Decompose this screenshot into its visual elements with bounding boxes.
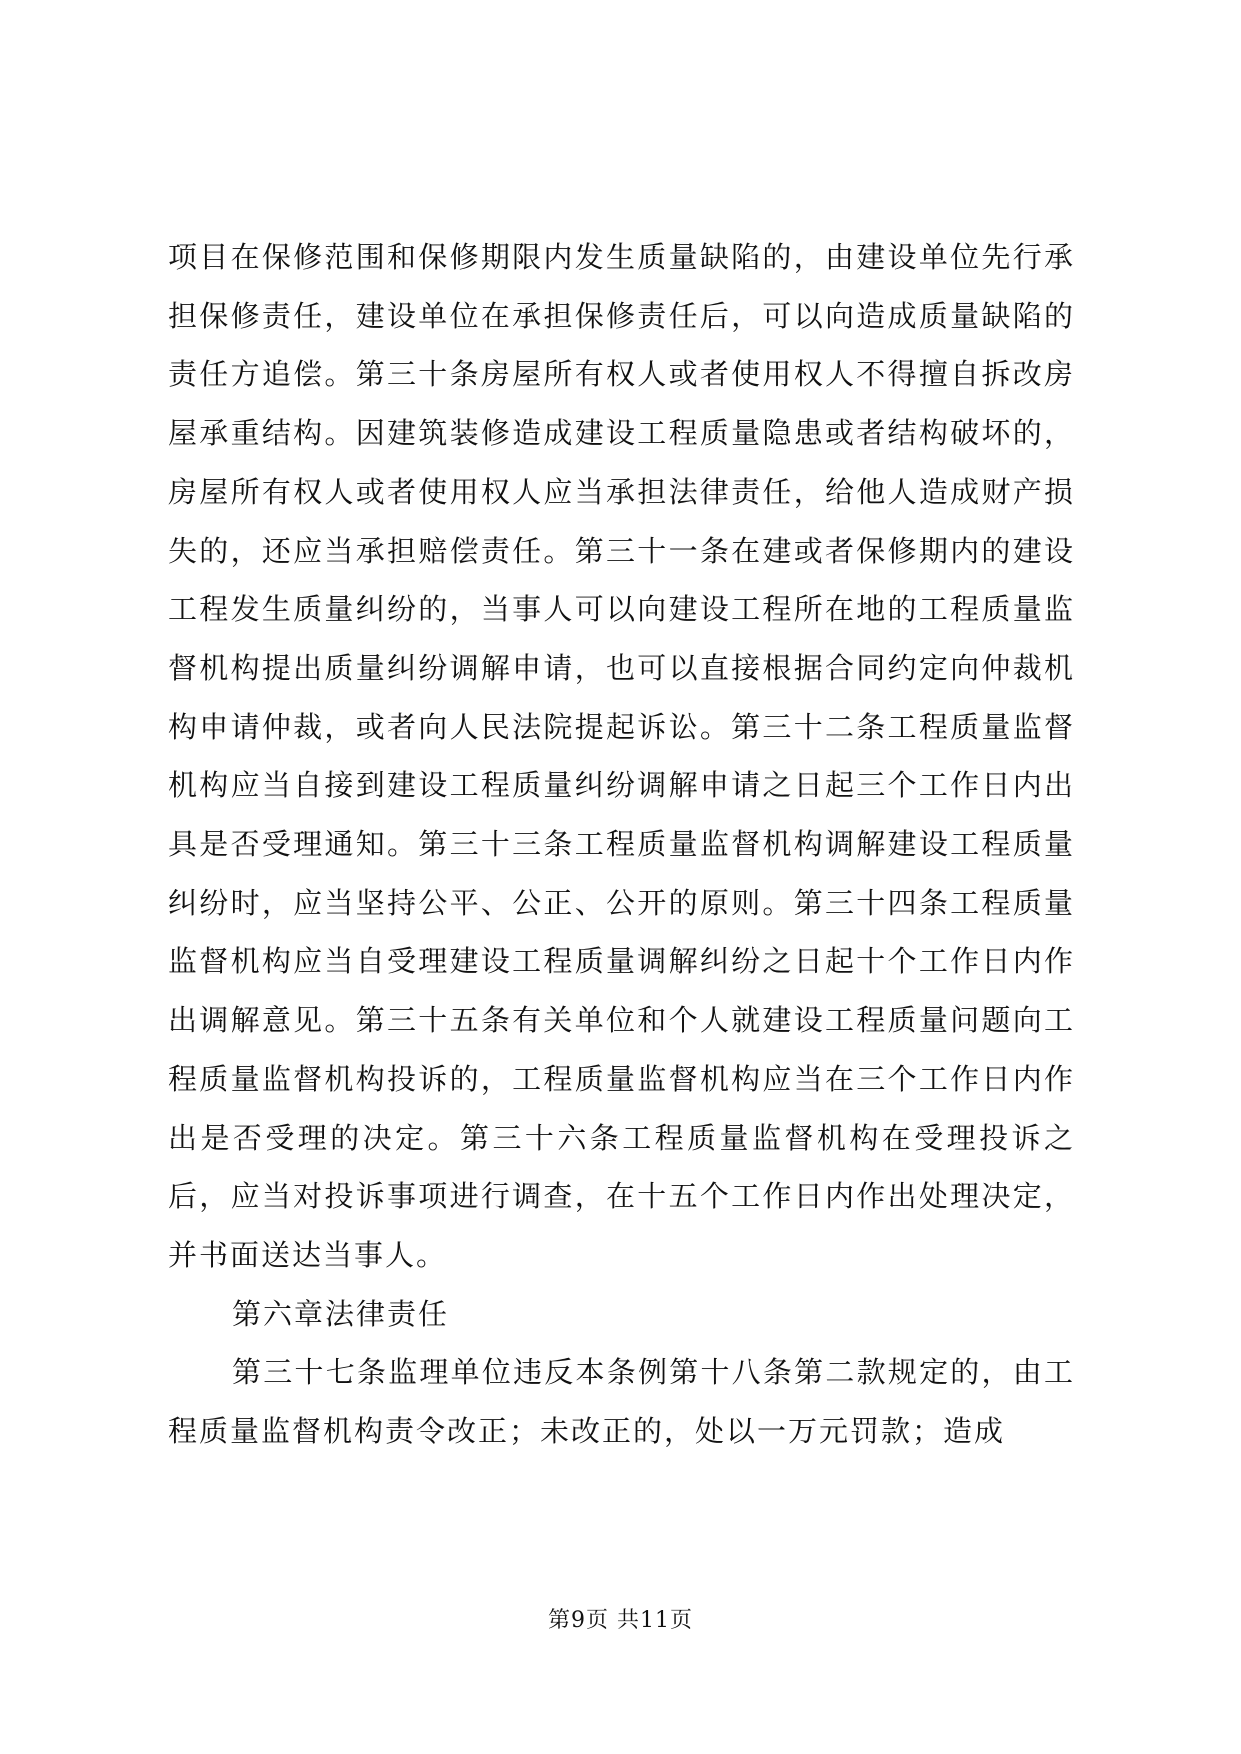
paragraph-article-37: 第三十七条监理单位违反本条例第十八条第二款规定的，由工程质量监督机构责令改正；未改正的，处以一万元罚款；造成 — [168, 1355, 1075, 1449]
chapter-heading: 第六章法律责任 — [232, 1296, 450, 1331]
document-body — [168, 228, 1075, 1461]
page-number-footer: 第9页 共11页 — [548, 1608, 693, 1633]
paragraph-continued-articles: 项目在保修范围和保修期限内发生质量缺陷的，由建设单位先行承担保修责任，建设单位在承担保修责任后，可以向造成质量缺陷的责任方追偿。第三十条房屋所有权人或者使用权人不得擅自拆改房屋承重结构。因建筑装修造成建设工程质量隐患或者结构破坏的，房屋所有权人或者使用权人应当承担法律责任，给他人造成财产损失的，还应当承担赔偿责任。第三十一条在建或者保修期内的建设工程发生质量纠纷的，当事人可以向建设工程所在地的工程质量监督机构提出质量纠纷调解申请，也可以直接根据合同约定向仲裁机构申请仲裁，或者向人民法院提起诉讼。第三十二条工程质量监督机构应当自接到建设工程质量纠纷调解申请之日起三个工作日内出具是否受理通知。第三十三条工程质量监督机构调解建设工程质量纠纷时，应当坚持公平、公正、公开的原则。第三十四条工程质量监督机构应当自受理建设工程质量调解纠纷之日起十个工作日内作出调解意见。第三十五条有关单位和个人就建设工程质量问题向工程质量监督机构投诉的，工程质量监督机构应当在三个工作日内作出是否受理的决定。第三十六条工程质量监督机构在受理投诉之后，应当对投诉事项进行调查，在十五个工作日内作出处理决定，并书面送达当事人。 — [168, 240, 1075, 1272]
